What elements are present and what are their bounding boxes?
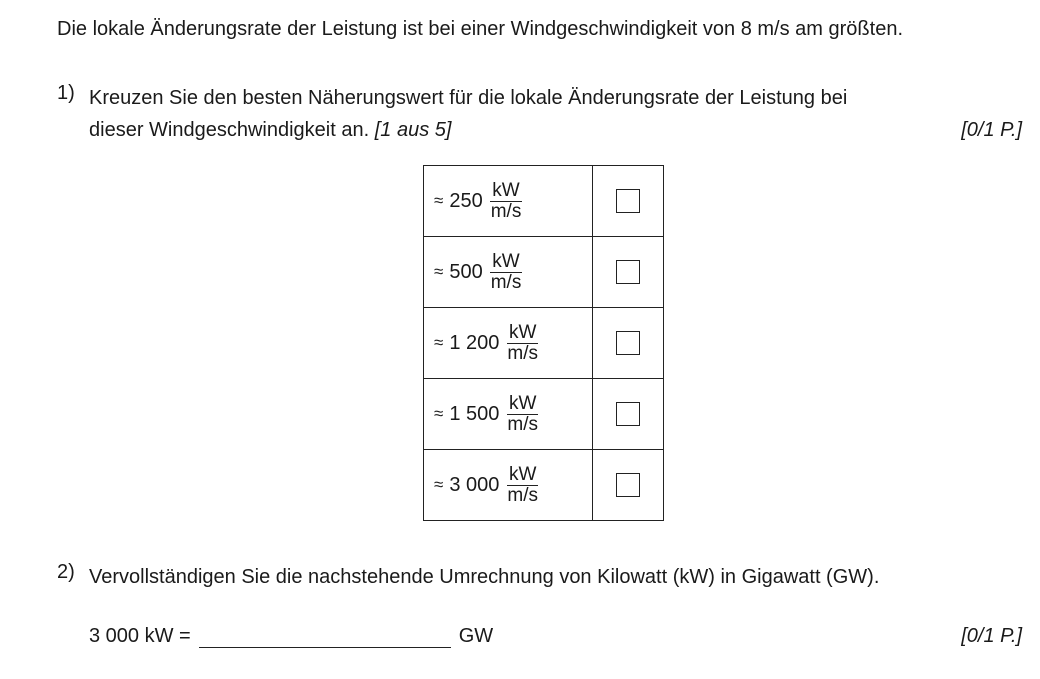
option-row-3 bbox=[424, 308, 664, 379]
task-1-hint: [1 aus 5] bbox=[374, 119, 452, 141]
checkbox-5[interactable] bbox=[616, 473, 640, 497]
option-value: 3 000 bbox=[449, 473, 500, 496]
task-2 bbox=[57, 561, 1022, 593]
unit-numerator: kW bbox=[492, 179, 520, 201]
task-1-line2-text: dieser Windgeschwindigkeit an. bbox=[89, 119, 370, 141]
checkbox-cell-3 bbox=[593, 308, 664, 379]
option-label-5 bbox=[424, 450, 593, 521]
task-1-points: [0/1 P.] bbox=[961, 119, 1022, 141]
option-label-2 bbox=[424, 237, 593, 308]
approx-symbol: ≈ bbox=[434, 262, 444, 281]
unit-denominator: m/s bbox=[490, 200, 522, 222]
checkbox-3[interactable] bbox=[616, 331, 640, 355]
option-row-2 bbox=[424, 237, 664, 308]
unit-numerator: kW bbox=[508, 463, 537, 485]
task-1-line2 bbox=[89, 114, 451, 146]
option-value: 250 bbox=[449, 189, 483, 212]
approx-symbol: ≈ bbox=[434, 475, 444, 494]
checkbox-4[interactable] bbox=[616, 402, 640, 426]
option-label-4 bbox=[424, 379, 593, 450]
equation-unit: GW bbox=[458, 625, 494, 647]
task-1-line2-row bbox=[89, 114, 1022, 146]
task-1-body bbox=[89, 82, 1022, 146]
unit-denominator: m/s bbox=[507, 342, 539, 364]
checkbox-2[interactable] bbox=[616, 260, 640, 284]
checkbox-cell-4 bbox=[593, 379, 664, 450]
approx-symbol: ≈ bbox=[434, 191, 444, 210]
unit-numerator: kW bbox=[508, 392, 537, 414]
task-2-number: 2) bbox=[57, 561, 75, 583]
checkbox-cell-2 bbox=[593, 237, 664, 308]
checkbox-cell-1 bbox=[593, 166, 664, 237]
option-label-1 bbox=[424, 166, 593, 237]
option-row-5 bbox=[424, 450, 664, 521]
unit-denominator: m/s bbox=[490, 271, 522, 293]
answer-blank[interactable] bbox=[199, 621, 451, 648]
conversion-equation bbox=[89, 621, 1022, 648]
unit-numerator: kW bbox=[508, 321, 537, 343]
approx-symbol: ≈ bbox=[434, 333, 444, 352]
unit-fraction bbox=[505, 323, 540, 364]
equation-left: 3 000 kW = bbox=[89, 625, 191, 647]
intro-text: Die lokale Änderungsrate der Leistung ist bei einer Windgeschwindigkeit von 8 m/s am größten. bbox=[57, 18, 903, 40]
answer-table bbox=[423, 165, 664, 521]
task-2-text: Vervollständigen Sie die nachstehende Umrechnung von Kilowatt (kW) in Gigawatt (GW). bbox=[89, 566, 880, 588]
option-label-3 bbox=[424, 308, 593, 379]
option-value: 1 200 bbox=[449, 331, 500, 354]
task-2-points: [0/1 P.] bbox=[961, 625, 1022, 647]
task-1-line1: Kreuzen Sie den besten Näherungswert für die lokale Änderungsrate der Leistung bei bbox=[89, 87, 848, 109]
option-row-4 bbox=[424, 379, 664, 450]
checkbox-cell-5 bbox=[593, 450, 664, 521]
task-1-number: 1) bbox=[57, 82, 75, 104]
option-row-1 bbox=[424, 166, 664, 237]
unit-denominator: m/s bbox=[507, 484, 539, 506]
unit-fraction bbox=[505, 394, 540, 435]
unit-numerator: kW bbox=[492, 250, 520, 272]
unit-fraction bbox=[489, 181, 524, 222]
approx-symbol: ≈ bbox=[434, 404, 444, 423]
unit-fraction bbox=[489, 252, 524, 293]
unit-denominator: m/s bbox=[507, 413, 539, 435]
option-value: 1 500 bbox=[449, 402, 500, 425]
task-1 bbox=[57, 82, 1022, 146]
option-value: 500 bbox=[449, 260, 483, 283]
checkbox-1[interactable] bbox=[616, 189, 640, 213]
unit-fraction bbox=[505, 465, 540, 506]
